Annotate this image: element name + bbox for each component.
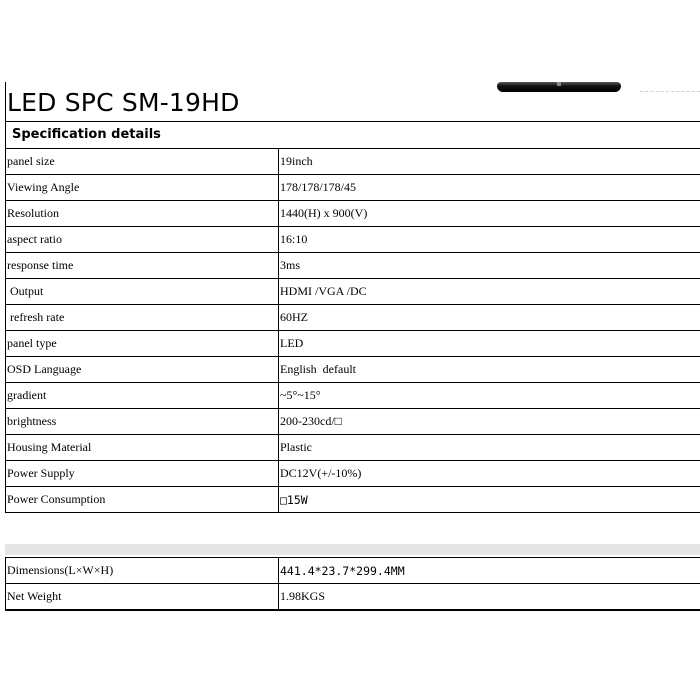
section-heading: [5, 122, 700, 148]
spec-table: [5, 148, 700, 513]
table-row: [6, 149, 700, 175]
table-row: [6, 383, 700, 409]
spec-label: OSD Language: [6, 357, 279, 383]
spec-label: Power Consumption: [6, 487, 279, 513]
table-row: [6, 305, 700, 331]
spec-value: HDMI /VGA /DC: [279, 279, 700, 305]
spec-label: Power Supply: [6, 461, 279, 487]
spec-label: Output: [6, 279, 279, 305]
spec-label: brightness: [6, 409, 279, 435]
spec-label: gradient: [6, 383, 279, 409]
page-title: LED SPC SM-19HD: [7, 88, 240, 117]
monitor-image: [497, 82, 621, 92]
spec-label: response time: [6, 253, 279, 279]
spec-value: 1440(H) x 900(V): [279, 201, 700, 227]
spec-value: 1.98KGS: [279, 584, 700, 611]
spec-value: 19inch: [279, 149, 700, 175]
spec-label: Net Weight: [6, 584, 279, 611]
table-row: [6, 558, 700, 584]
spec-value: 3ms: [279, 253, 700, 279]
spec-label: Resolution: [6, 201, 279, 227]
spec-value: 16:10: [279, 227, 700, 253]
spec-label: panel type: [6, 331, 279, 357]
spec-value: Plastic: [279, 435, 700, 461]
section-heading-text: Specification details: [12, 127, 161, 142]
spec-value: 178/178/178/45: [279, 175, 700, 201]
spec-value: LED: [279, 331, 700, 357]
spec-label: Viewing Angle: [6, 175, 279, 201]
table-row: [6, 201, 700, 227]
table-row: [6, 331, 700, 357]
spec-value: 60HZ: [279, 305, 700, 331]
spec-label: Dimensions(L×W×H): [6, 558, 279, 584]
table-row: [6, 435, 700, 461]
table-separator: [5, 544, 700, 555]
table-row: [6, 487, 700, 513]
table-row: [6, 409, 700, 435]
spec-label: refresh rate: [6, 305, 279, 331]
table-row: [6, 175, 700, 201]
decorative-divider: [640, 91, 700, 93]
dimensions-table: [5, 557, 700, 611]
spec-value: 441.4*23.7*299.4MM: [279, 558, 700, 584]
spec-value: 200-230cd/□: [279, 409, 700, 435]
table-row: [6, 253, 700, 279]
table-row: [6, 279, 700, 305]
spec-label: panel size: [6, 149, 279, 175]
table-row: [6, 357, 700, 383]
table-row: [6, 461, 700, 487]
table-row: [6, 584, 700, 611]
spec-value: □15W: [279, 487, 700, 513]
spec-label: aspect ratio: [6, 227, 279, 253]
spec-value: ~5°~15°: [279, 383, 700, 409]
spec-label: Housing Material: [6, 435, 279, 461]
spec-value: DC12V(+/-10%): [279, 461, 700, 487]
table-row: [6, 227, 700, 253]
spec-value: English default: [279, 357, 700, 383]
left-border: [5, 82, 6, 122]
